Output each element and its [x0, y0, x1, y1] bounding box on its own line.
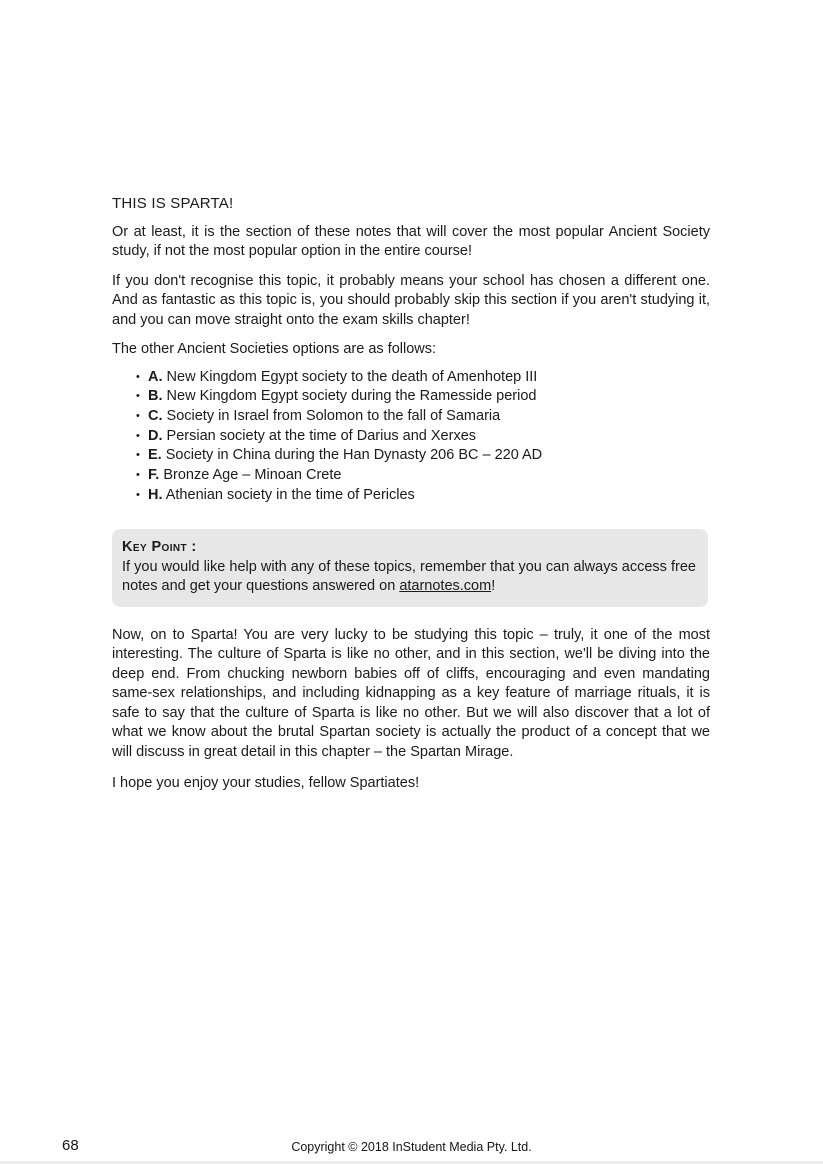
- bullet-icon: •: [136, 409, 140, 422]
- option-letter: E.: [148, 447, 162, 464]
- option-text: Society in China during the Han Dynasty 206 BC – 220 AD: [165, 447, 543, 464]
- bullet-icon: •: [136, 488, 140, 501]
- list-item: [112, 466, 710, 486]
- option-text: New Kingdom Egypt society during the Ramesside period: [166, 388, 537, 405]
- key-point-text: [122, 558, 696, 597]
- option-letter: B.: [148, 388, 163, 405]
- option-letter: F.: [148, 467, 160, 484]
- list-item: [112, 368, 710, 388]
- option-text: Society in Israel from Solomon to the fall of Samaria: [166, 407, 501, 424]
- option-letter: C.: [148, 407, 163, 424]
- intro-paragraph-2: If you don't recognise this topic, it probably means your school has chosen a different one. And as fantastic as this topic is, you should probably skip this section if you aren't studying it, and you can move straight onto the exam skills chapter!: [112, 272, 710, 328]
- sparta-paragraph: Now, on to Sparta! You are very lucky to be studying this topic – truly, it one of the most interesting. The culture of Sparta is like no other, and in this section, we'll be diving into the deep end. From chucking newborn babies off of cliffs, encouraging and even mandating same-sex relationships, and including kidnapping as a key feature of marriage rituals, it is safe to say that the culture of Sparta is like no other. But we will also discover that a lot of what we know about the brutal Spartan society is actually the product of a concept that we will discuss in great detail in this chapter – the Spartan Mirage.: [112, 626, 710, 760]
- bullet-icon: •: [136, 390, 140, 403]
- bullet-icon: •: [136, 429, 140, 442]
- closing-paragraph: I hope you enjoy your studies, fellow Spartiates!: [112, 775, 420, 792]
- key-point-text-after-link: !: [491, 578, 496, 595]
- bullet-icon: •: [136, 469, 140, 482]
- page-title: THIS IS SPARTA!: [112, 195, 234, 212]
- options-list: [112, 368, 710, 506]
- option-text: Persian society at the time of Darius and Xerxes: [166, 427, 477, 444]
- option-text: Athenian society in the time of Pericles: [165, 486, 415, 503]
- bullet-icon: •: [136, 370, 140, 383]
- list-item: [112, 387, 710, 407]
- list-item: [112, 407, 710, 427]
- atarnotes-link[interactable]: atarnotes.com: [399, 578, 492, 595]
- list-item: [112, 486, 710, 506]
- option-letter: H.: [148, 486, 163, 503]
- option-text: Bronze Age – Minoan Crete: [163, 467, 342, 484]
- key-point-label: Key Point :: [122, 539, 197, 556]
- option-letter: D.: [148, 427, 163, 444]
- list-intro: The other Ancient Societies options are as follows:: [112, 341, 437, 357]
- key-point-text-before-link: If you would like help with any of these topics, remember that you can always access free notes and get your questions answered on: [122, 558, 696, 595]
- copyright-notice: Copyright © 2018 InStudent Media Pty. Ltd.: [291, 1140, 532, 1154]
- option-letter: A.: [148, 368, 163, 385]
- key-point-box: [112, 529, 708, 607]
- option-text: New Kingdom Egypt society to the death of Amenhotep III: [166, 368, 538, 385]
- page-number: 68: [62, 1137, 79, 1154]
- intro-paragraph-1: Or at least, it is the section of these notes that will cover the most popular Ancient Society study, if not the most popular option in the entire course!: [112, 223, 710, 259]
- list-item: [112, 427, 710, 447]
- page-content: [112, 194, 710, 794]
- bullet-icon: •: [136, 449, 140, 462]
- list-item: [112, 446, 710, 466]
